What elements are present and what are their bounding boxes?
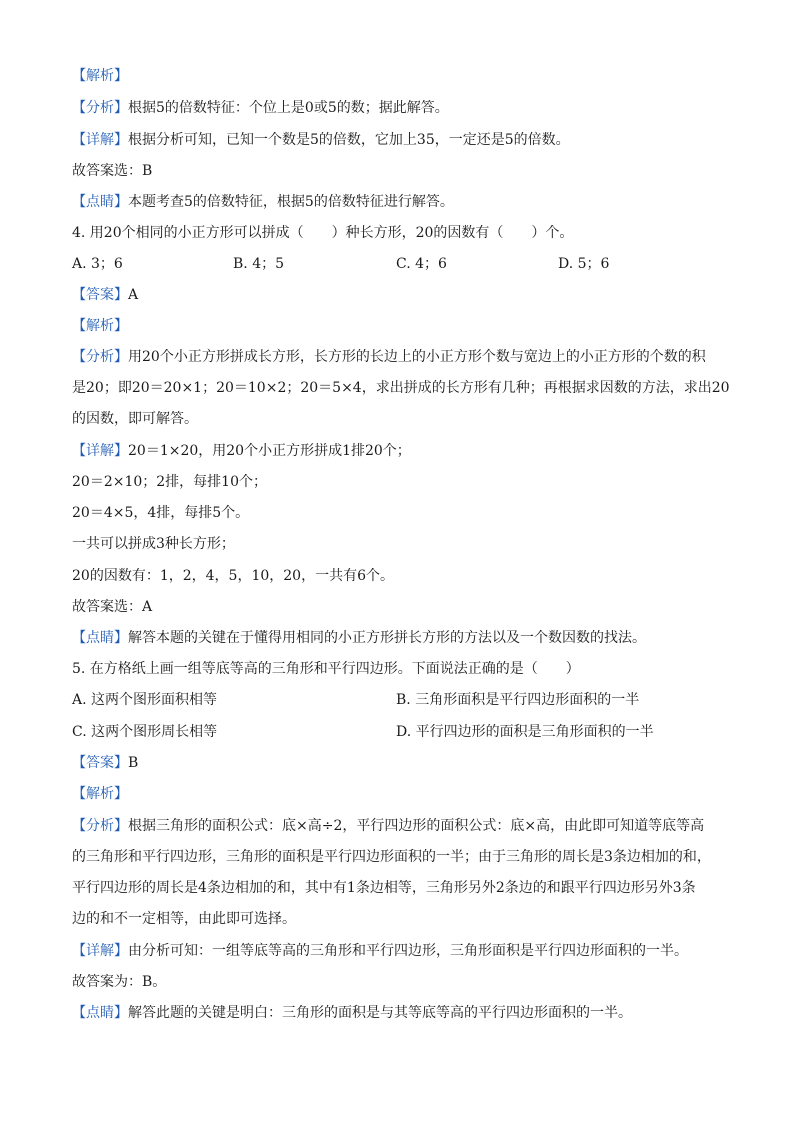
- q5-fenxi-line-3: 平行四边形的周长是4条边相加的和，其中有1条边相等，三角形另外2条边的和跟平行四边形另外3条: [72, 880, 696, 896]
- q5-fenxi-line-2: 的三角形和平行四边形，三角形的面积是平行四边形面积的一半；由于三角形的周长是3条边相加的和，: [72, 849, 711, 865]
- q5-xiangjie: 【详解】由分析可知：一组等底等高的三角形和平行四边形，三角形面积是平行四边形面积的一半。: [72, 943, 688, 959]
- q5-fenxi-line-4: 边的和不一定相等，由此即可选择。: [72, 911, 296, 927]
- q5-option-d: D. 平行四边形的面积是三角形面积的一半: [396, 724, 654, 740]
- q5-option-b: B. 三角形面积是平行四边形面积的一半: [396, 692, 640, 708]
- q4-option-c: C. 4；6: [396, 256, 447, 272]
- q4-option-b: B. 4；5: [233, 256, 285, 272]
- q5-option-c: C. 这两个图形周长相等: [72, 724, 218, 740]
- q4-option-a: A. 3；6: [72, 256, 123, 272]
- q4-xiangjie-line-3: 20＝4×5，4排，每排5个。: [72, 505, 250, 521]
- q4-xiangjie-line-1: 【详解】20＝1×20，用20个小正方形拼成1排20个；: [72, 443, 411, 459]
- q5-dianjing: 【点睛】解答此题的关键是明白：三角形的面积是与其等底等高的平行四边形面积的一半。: [72, 1005, 632, 1021]
- q5-jiexi-heading: 【解析】: [72, 786, 128, 802]
- q4-question: 4. 用20个相同的小正方形可以拼成（ ）种长方形，20的因数有（ ）个。: [72, 225, 574, 241]
- q5-question: 5. 在方格纸上画一组等底等高的三角形和平行四边形。下面说法正确的是（ ）: [72, 661, 580, 677]
- q4-fenxi-line-1: 【分析】用20个小正方形拼成长方形，长方形的长边上的小正方形个数与宽边上的小正方形的个数的积: [72, 349, 706, 365]
- q5-answer: 【答案】B: [72, 755, 139, 771]
- q4-fenxi-line-3: 的因数，即可解答。: [72, 411, 198, 427]
- q3-answer-line: 故答案选：B: [72, 163, 153, 179]
- q4-jiexi-heading: 【解析】: [72, 318, 128, 334]
- q3-fenxi: 【分析】根据5的倍数特征：个位上是0或5的数；据此解答。: [72, 100, 449, 116]
- q4-xiangjie-line-5: 20的因数有：1，2，4，5，10，20，一共有6个。: [72, 568, 394, 584]
- q4-fenxi-line-2: 是20；即20＝20×1；20＝10×2；20＝5×4，求出拼成的长方形有几种；再根据求因数的方法，求出20: [72, 380, 730, 396]
- q4-xiangjie-line-4: 一共可以拼成3种长方形；: [72, 536, 235, 552]
- q5-answer-line: 故答案为：B。: [72, 974, 167, 990]
- q5-option-a: A. 这两个图形面积相等: [72, 692, 218, 708]
- q5-fenxi-line-1: 【分析】根据三角形的面积公式：底×高÷2，平行四边形的面积公式：底×高，由此即可知道等底等高: [72, 818, 705, 834]
- q4-dianjing: 【点睛】解答本题的关键在于懂得用相同的小正方形拼长方形的方法以及一个数因数的找法。: [72, 630, 646, 646]
- q3-dianjing: 【点睛】本题考查5的倍数特征，根据5的倍数特征进行解答。: [72, 194, 454, 210]
- q3-jiexi-heading: 【解析】: [72, 68, 128, 84]
- q4-answer-line: 故答案选：A: [72, 599, 153, 615]
- q4-answer: 【答案】A: [72, 287, 139, 303]
- q3-xiangjie: 【详解】根据分析可知，已知一个数是5的倍数，它加上35，一定还是5的倍数。: [72, 132, 570, 148]
- q4-xiangjie-line-2: 20＝2×10；2排，每排10个；: [72, 474, 267, 490]
- q4-option-d: D. 5；6: [558, 256, 610, 272]
